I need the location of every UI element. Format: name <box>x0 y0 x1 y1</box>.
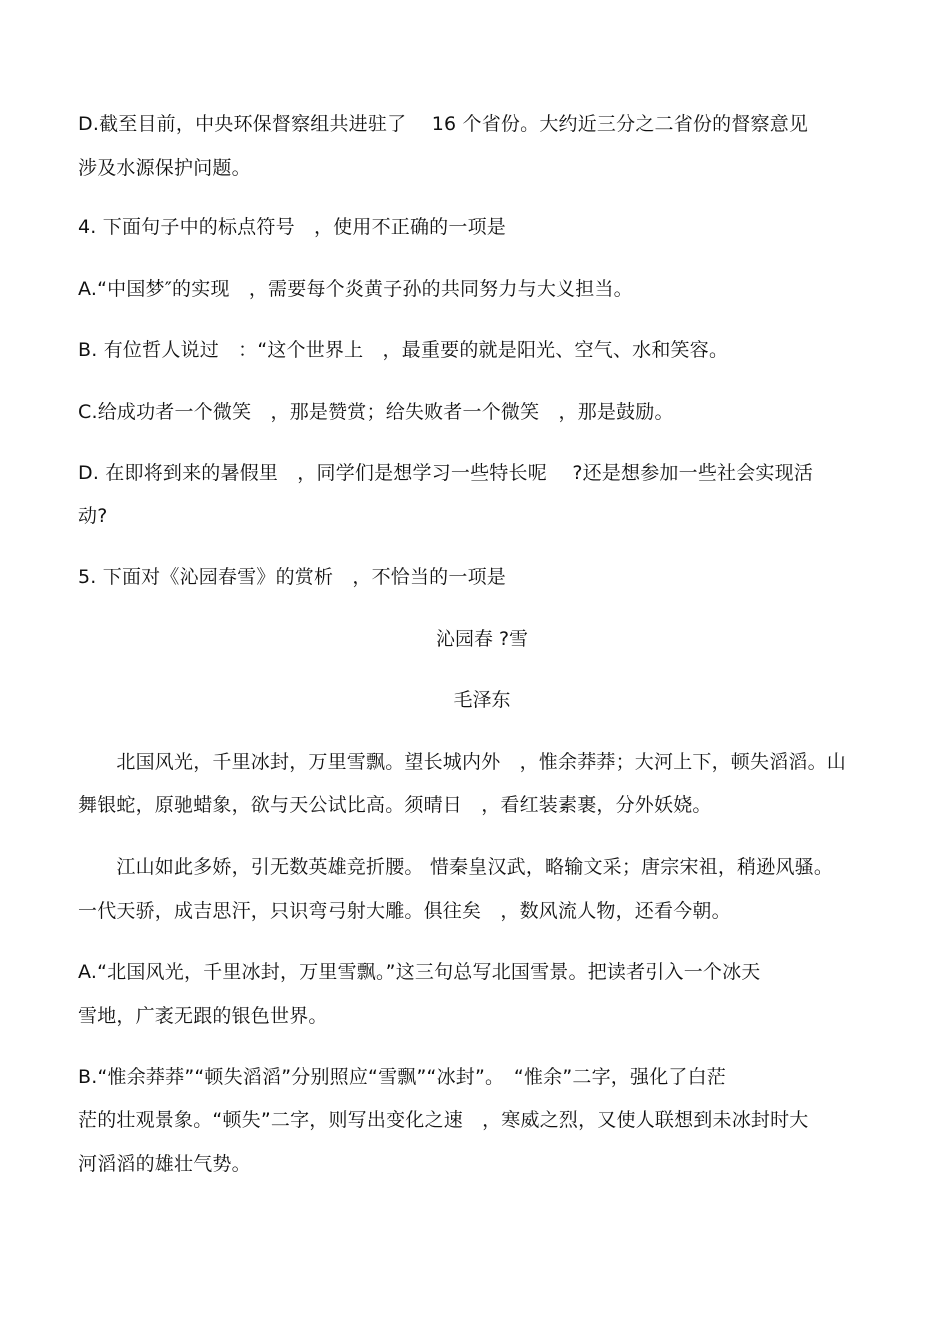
question-4-option-d-line1: D. 在即将到来的暑假里 ，同学们是想学习一些特长呢 ?还是想参加一些社会实现活 <box>78 462 814 484</box>
question-4-option-a: A.“中国梦″的实现 ，需要每个炎黄子孙的共同努力与大义担当。 <box>78 278 633 300</box>
poem-stanza2-line1: 江山如此多娇，引无数英雄竞折腰。 惜秦皇汉武，略输文采；唐宗宋祖，稍逊风骚。 <box>78 856 834 878</box>
poem-stanza2-line2: 一代天骄，成吉思汗，只识弯弓射大雕。俱往矣 ，数风流人物，还看今朝。 <box>78 900 731 922</box>
question-4-option-c: C.给成功者一个微笑 ，那是赞赏；给失败者一个微笑 ，那是鼓励。 <box>78 401 674 423</box>
question-4-option-d-line2: 动? <box>78 505 108 527</box>
poem-title: 沁园春 ?雪 <box>435 628 529 650</box>
question-5-option-b-line1: B.“惟余莽莽”“顿失滔滔”分别照应“雪飘”“冰封”。 “惟余”二字，强化了白茫 <box>78 1066 727 1088</box>
poem-stanza1-line2: 舞银蛇，原驰蜡象，欲与天公试比高。须晴日 ，看红装素裹，分外妖娆。 <box>78 794 712 816</box>
question-5-option-a-line1: A.“北国风光，千里冰封，万里雪飘。”这三句总写北国雪景。把读者引入一个冰天 <box>78 961 761 983</box>
question-4-option-b: B. 有位哲人说过 ：“这个世界上 ，最重要的就是阳光、空气、水和笑容。 <box>78 339 729 361</box>
q4-prev-option-d-line2: 涉及水源保护问题。 <box>78 157 251 179</box>
question-5-option-a-line2: 雪地，广袤无跟的银色世界。 <box>78 1005 328 1027</box>
poem-author: 毛泽东 <box>453 689 511 711</box>
question-5-option-b-line2: 茫的壮观景象。“顿失”二字，则写出变化之速 ，寒威之烈，又使人联想到未冰封时大 <box>78 1109 809 1131</box>
q4-prev-option-d-line1: D.截至目前，中央环保督察组共进驻了 16 个省份。大约近三分之二省份的督察意见 <box>78 113 809 135</box>
poem-stanza1-line1: 北国风光，千里冰封，万里雪飘。望长城内外 ，惟余莽莽；大河上下，顿失滔滔。山 <box>78 751 847 773</box>
question-5-option-b-line3: 河滔滔的雄壮气势。 <box>78 1153 251 1175</box>
question-5-stem: 5. 下面对《沁园春雪》的赏析 ，不恰当的一项是 <box>78 566 506 588</box>
question-4-stem: 4. 下面句子中的标点符号 ，使用不正确的一项是 <box>78 216 506 238</box>
